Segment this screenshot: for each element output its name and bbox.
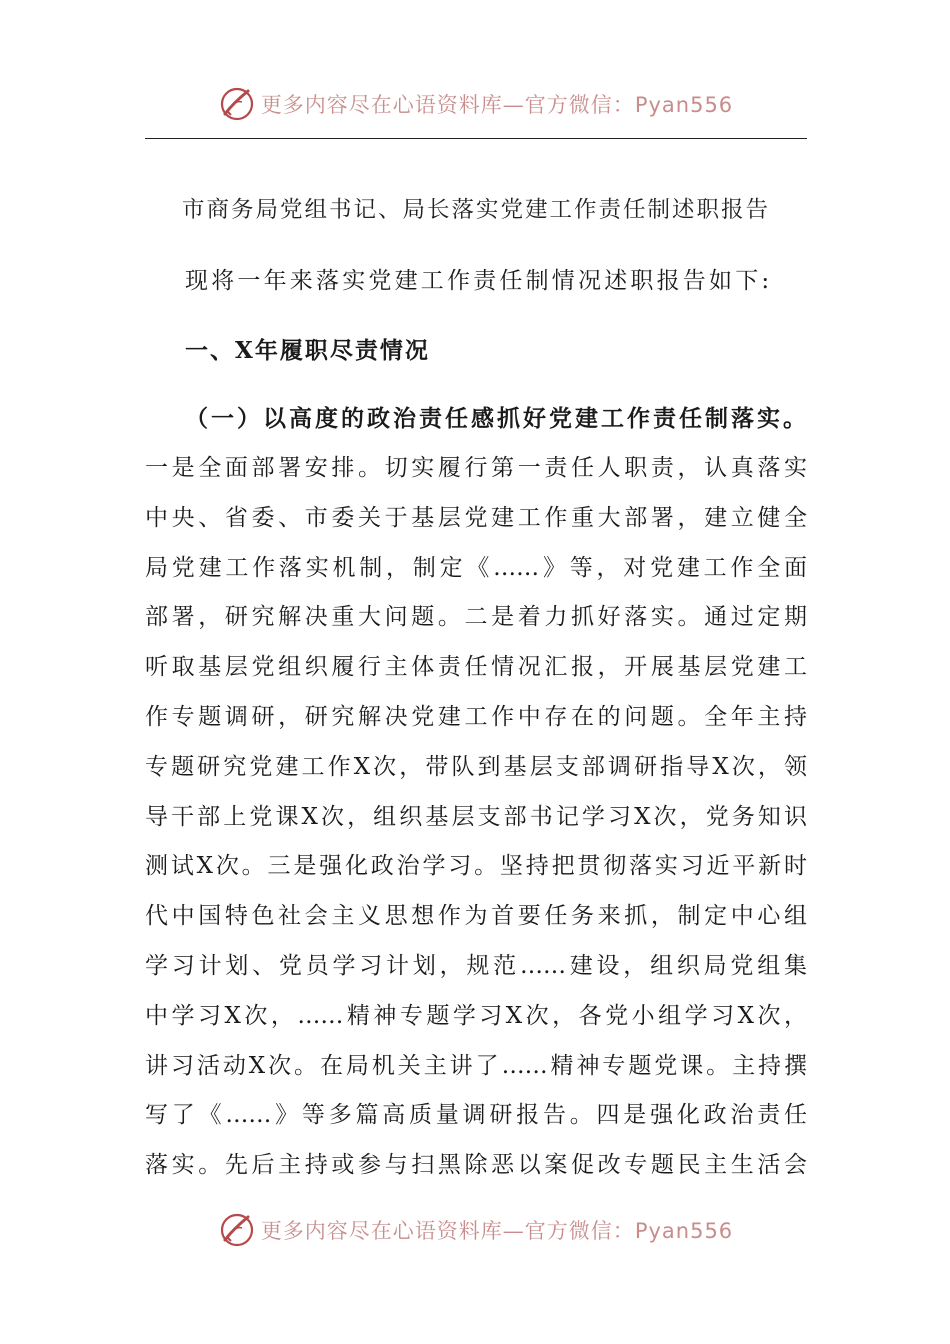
watermark-text: 更多内容尽在心语资料库—官方微信：Pyan556 xyxy=(260,93,734,117)
body-paragraph xyxy=(145,450,807,1197)
body-line: 中央、省委、市委关于基层党建工作重大部署，建立健全 xyxy=(145,504,807,531)
body-line: 测试X次。三是强化政治学习。坚持把贯彻落实习近平新时 xyxy=(145,853,807,880)
body-line: 部署，研究解决重大问题。二是着力抓好落实。通过定期 xyxy=(145,604,807,631)
body-line: 作专题调研，研究解决党建工作中存在的问题。全年主持 xyxy=(145,703,807,730)
body-line: 中学习X次，……精神专题学习X次，各党小组学习X次， xyxy=(145,1002,807,1029)
body-line: 一是全面部署安排。切实履行第一责任人职责，认真落实 xyxy=(145,455,807,481)
pen-circle-logo-icon xyxy=(217,1210,257,1250)
body-line: 局党建工作落实机制，制定《……》等，对党建工作全面 xyxy=(145,554,807,581)
body-line: 导干部上党课X次，组织基层支部书记学习X次，党务知识 xyxy=(145,803,807,830)
body-line: 写了《……》等多篇高质量调研报告。四是强化政治责任 xyxy=(145,1102,807,1129)
watermark-banner-bottom xyxy=(0,1208,950,1252)
body-line: 讲习活动X次。在局机关主讲了……精神专题党课。主持撰 xyxy=(145,1052,807,1079)
body-line: 代中国特色社会主义思想作为首要任务来抓，制定中心组 xyxy=(145,903,807,930)
body-line: 专题研究党建工作X次，带队到基层支部调研指导X次，领 xyxy=(145,753,807,780)
wechat-id: Pyan556 xyxy=(634,93,734,117)
sub-heading: （一）以高度的政治责任感抓好党建工作责任制落实。 xyxy=(185,405,809,432)
watermark-text: 更多内容尽在心语资料库—官方微信：Pyan556 xyxy=(260,1219,734,1243)
header-rule xyxy=(145,138,807,139)
body-line: 听取基层党组织履行主体责任情况汇报，开展基层党建工 xyxy=(145,654,807,681)
document-title: 市商务局党组书记、局长落实党建工作责任制述职报告 xyxy=(181,197,770,223)
section-heading: 一、X年履职尽责情况 xyxy=(185,337,430,364)
wechat-id: Pyan556 xyxy=(634,1219,734,1243)
intro-paragraph: 现将一年来落实党建工作责任制情况述职报告如下: xyxy=(185,268,773,294)
watermark-banner-top xyxy=(0,82,950,126)
body-line: 落实。先后主持或参与扫黑除恶以案促改专题民主生活会 xyxy=(145,1152,807,1179)
body-line: 学习计划、党员学习计划，规范……建设，组织局党组集 xyxy=(145,952,807,979)
pen-circle-logo-icon xyxy=(217,84,257,124)
